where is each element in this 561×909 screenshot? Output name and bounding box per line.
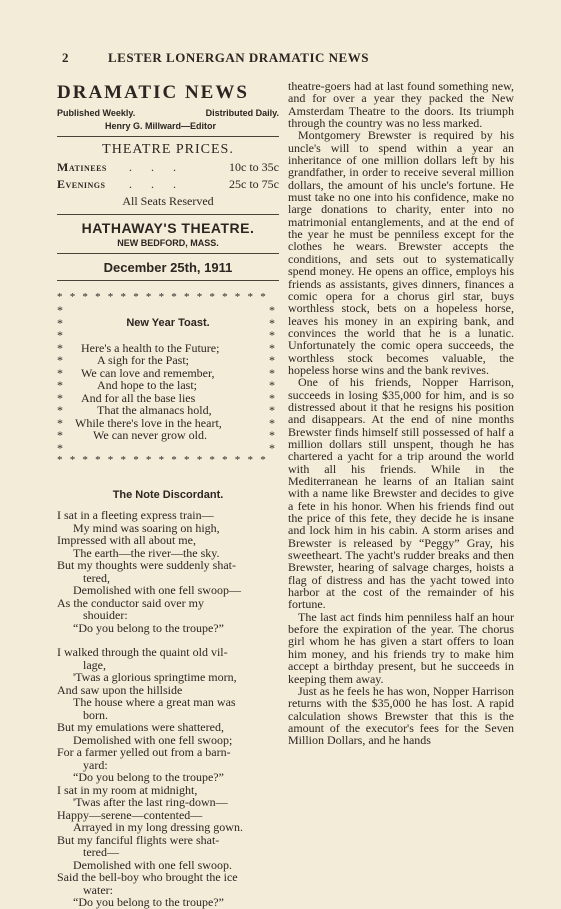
article-paragraph: Just as he feels he has won, Nopper Harrison returns with the $35,000 he has lost. A rapid calculation shows Brewster that this is the amount of the executor's fees for the Seven Million Dollars, and he hands [288, 683, 514, 748]
seats-note: All Seats Reserved [122, 194, 214, 208]
toast-line: Here's a health to the Future; [81, 340, 220, 355]
star-border-top: ***************** [57, 291, 273, 303]
page-number: 2 [62, 50, 69, 65]
poem-line: tered— [83, 845, 119, 859]
poem-line: Demolished with one fell swoop— [73, 583, 241, 597]
price-dots: . . . [129, 160, 184, 174]
prices-title: THEATRE PRICES. [102, 142, 234, 157]
poem-line: “Do you belong to the troupe?” [73, 770, 224, 784]
toast-line: That the almanacs hold, [97, 403, 212, 417]
masthead-editor: Henry G. Millward—Editor [105, 121, 217, 131]
poem-line: tered, [83, 570, 110, 585]
poem-line: But my fanciful flights were shat- [57, 832, 220, 847]
poem-line: For a farmer yelled out from a barn- [57, 745, 231, 759]
toast-line: A sigh for the Past; [97, 353, 189, 367]
article-paragraph: Montgomery Brewster is required by his uncle's will to spend within a year an inheritance of one million dollars left by his grandfather, in order to receive several million dollars, the amount of his uncle's fortune. He must take no one into his confidence, make no large donations to charity, enter into no matrimonial entanglements, and at the end of the year he must be penniless except for the clothes he wears. Brewster accepts the conditions, and sets out to systematically spend money. He opens an office, employs his friends as assistants, gives dinners, finances a comic opera for a chorus girl star, buys worthless stock, bets on a hopeless horse, leaves his money in an expiring bank, and convinces the world that he is a lunatic. Unfortunately the comic opera succeeds, the worthless stock becomes valuable, the hopeless horse wins and the bank revives. [288, 128, 514, 377]
toast-line: While there's love in the heart, [75, 415, 222, 430]
poem-line: yard: [83, 757, 108, 772]
poem-line: My mind was soaring on high, [73, 520, 220, 535]
poem-line: As the conductor said over my [57, 595, 204, 610]
poem-line: And saw upon the hillside [57, 682, 183, 697]
poem-title: The Note Discordant. [112, 489, 224, 501]
toast-line: And for all the base lies [81, 390, 196, 405]
poem-line: shouider: [83, 608, 128, 622]
poem-line: lage, [83, 657, 106, 672]
divider [57, 136, 279, 137]
price-row-matinees [57, 160, 279, 175]
poem-line: Demolished with one fell swoop; [73, 732, 233, 747]
toast-line: And hope to the last; [97, 378, 197, 392]
toast-line: We can never grow old. [93, 428, 207, 442]
poem-line: 'Twas a glorious springtime morn, [73, 670, 237, 684]
left-column [57, 80, 279, 909]
masthead-frequency [57, 108, 279, 118]
star-border-bottom: ***************** [57, 454, 273, 466]
poem-line: I walked through the quaint old vil- [57, 645, 228, 659]
poem-line: Happy—serene—contented— [57, 807, 203, 822]
divider [57, 214, 279, 215]
issue-date: December 25th, 1911 [103, 260, 233, 275]
price-value: 10c to 35c [229, 160, 279, 174]
poem-line: The house where a great man was [73, 695, 236, 709]
divider [57, 253, 279, 254]
published-weekly: Published Weekly. [57, 108, 136, 118]
poem-line: But my emulations were shattered, [57, 720, 224, 734]
article-column [288, 80, 514, 747]
divider [57, 280, 279, 281]
theatre-name: HATHAWAY'S THEATRE. [81, 220, 255, 236]
article-paragraph: theatre-goers had at last found something new, and for over a year they packed the New Amsterdam Theatre to the doors. Its triumph through the country was no less marked. [288, 79, 514, 131]
toast-box: ***************** * * * * New Year Toast. * * * * Here's a health to the Future; * * A sigh for the Past; * * We can love and remember, * * And hope to the last; * * And for all the base lies * * That the almanacs hold, * * While there's love in the heart, * * We can never grow old. * * ***************** [57, 291, 279, 467]
poem-line: Said the bell-boy who brought the ice [57, 870, 238, 884]
poem-line: But my thoughts were suddenly shat- [57, 558, 236, 572]
poem-line: water: [83, 882, 113, 897]
distributed-daily: Distributed Daily. [205, 108, 279, 118]
price-label: Evenings [57, 177, 106, 191]
poem-line: “Do you belong to the troupe?” [73, 895, 224, 909]
poem-line: 'Twas after the last ring-down— [73, 795, 228, 809]
poem-body [57, 509, 279, 909]
poem-line: I sat in a fleeting express train— [57, 508, 214, 522]
article-paragraph: One of his friends, Nopper Harrison, succeeds in losing $35,000 for him, and is so distressed about it that he resigns his position and disappears. At the end of nine months Brewster finds himself still possessed of half a million dollars still unspent, though he has chartered a yacht for a trip around the world with all his friends. While in the Mediterranean he learns of an Italian saint with a name like Brewster and decides to give a fete in his honor. When his friends find out the price of this fete, they decide he is insane and lock him in his cabin. A storm arises and Brewster is released by “Peggy” Gray, his sweetheart. The yacht's rudder breaks and then Brewster, hearing of salvage charges, hoists a flag of distress and has the yacht towed into harbor at the cost of the remainder of his fortune. [288, 375, 514, 612]
toast-line: We can love and remember, [81, 365, 215, 380]
toast-title: New Year Toast. [126, 316, 210, 329]
price-label: Matinees [57, 160, 107, 174]
article-paragraph: The last act finds him penniless half an hour before the expiration of the year. The chorus girl whom he has given a start offers to loan him money, and his friends try to make him accept a birthday present, but he succeeds in keeping them away. [288, 609, 514, 686]
price-value: 25c to 75c [229, 177, 279, 191]
publication-title: LESTER LONERGAN DRAMATIC NEWS [108, 50, 369, 65]
masthead-title: DRAMATIC NEWS [57, 82, 249, 103]
poem-line: I sat in my room at midnight, [57, 782, 198, 797]
poem-line: Impressed with all about me, [57, 533, 196, 547]
price-row-evenings [57, 177, 279, 192]
poem-line: Demolished with one fell swoop. [73, 857, 232, 872]
poem-line: Arrayed in my long dressing gown. [73, 820, 243, 834]
theatre-city: NEW BEDFORD, MASS. [117, 238, 219, 248]
price-dots: . . . [129, 177, 184, 191]
poem-line: The earth—the river—the sky. [73, 545, 220, 560]
poem-line: born. [83, 707, 108, 722]
poem-line: “Do you belong to the troupe?” [73, 620, 224, 635]
